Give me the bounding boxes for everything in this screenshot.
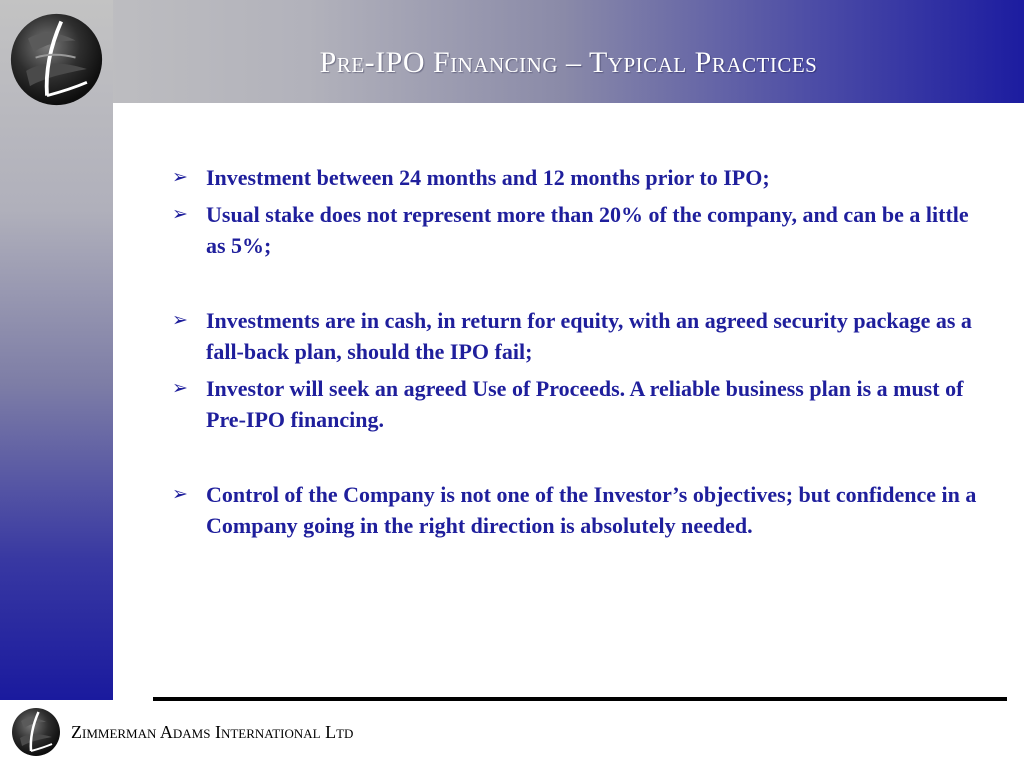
bullet-text: Usual stake does not represent more than 20% of the company, and can be a little as 5%; — [206, 202, 969, 258]
arrow-bullet-icon: ➢ — [172, 166, 188, 188]
bullet-item — [168, 199, 988, 261]
bullet-item — [168, 479, 988, 541]
arrow-bullet-icon: ➢ — [172, 377, 188, 399]
arrow-bullet-icon: ➢ — [172, 483, 188, 505]
za-logo-icon — [9, 12, 104, 107]
za-logo-small-icon — [11, 707, 61, 757]
company-name: Zimmerman Adams International Ltd — [71, 722, 354, 742]
arrow-bullet-icon: ➢ — [172, 309, 188, 331]
arrow-bullet-icon: ➢ — [172, 203, 188, 225]
slide-title: Pre-IPO Financing – Typical Practices — [319, 46, 818, 79]
bullet-list — [168, 162, 988, 541]
bullet-text: Investor will seek an agreed Use of Proceeds. A reliable business plan is a must of Pre-IPO financing. — [206, 376, 964, 432]
bullet-item — [168, 373, 988, 435]
bullet-text: Control of the Company is not one of the Investor’s objectives; but confidence in a Company going in the right direction is absolutely needed. — [206, 482, 977, 538]
bullet-text: Investment between 24 months and 12 months prior to IPO; — [206, 165, 770, 190]
bullet-item — [168, 162, 988, 193]
bullet-text: Investments are in cash, in return for equity, with an agreed security package as a fall-back plan, should the IPO fail; — [206, 308, 972, 364]
bullet-item — [168, 305, 988, 367]
footer-divider — [153, 697, 1007, 701]
